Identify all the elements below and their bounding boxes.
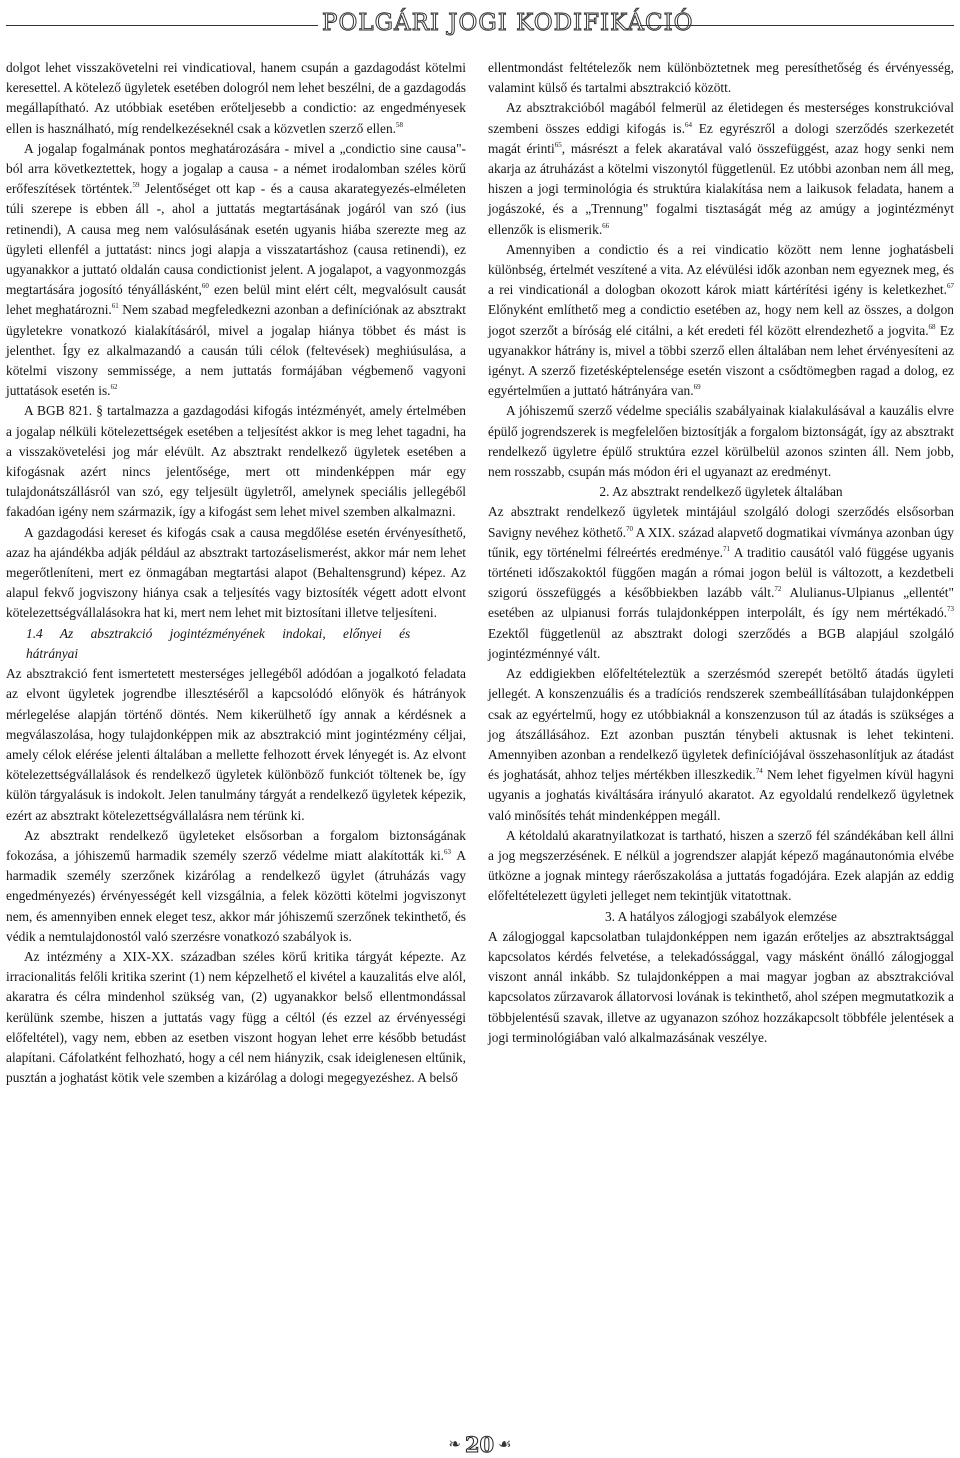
paragraph: ellentmondást feltételezők nem különböztetnek meg peresíthetőség és érvényesség, valamint külső és tartalmi absztrakció között. <box>488 60 954 96</box>
paragraph: Az absztrakt rendelkező ügyletek mintájául szolgáló dologi szerződés elsősorban Savigny nevéhez köthető.$^{70}$ A XIX. század alapvető dogmatikai vívmánya azonban úgy tűnik, egy történelmi félreértés eredménye.$^{71}$ A traditio causától való függése ugyanis történeti időszakoktól függően magán a római jogon belül is változott, a kezdetbeli szigorú összefüggés a későbbiekben lazább vált.$^{72}$ Alulianus-Ulpianus „ellentét" esetében az ulpianusi forrás tulajdonképpen interpolált, és így nem mértékadó.$^{73}$ Ezektől függetlenül az absztrakt dologi szerződés a BGB alapjául szolgáló jogintézménnyé vált. <box>488 504 955 661</box>
footnote-ref: 61 <box>111 302 119 311</box>
paragraph: Amennyiben a condictio és a rei vindicatio között nem lenne joghatásbeli különbség, értelmét veszítené a vita. Az elévülési idők azonban nem egyeznek meg, és a rei vindicationál a dologban okozott károk miatt kártérítési igény is keletkezhet.$^{67}$ Előnyként említhető meg a condictio esetében az, hogy nem kell az összes, a dolgon jogot szerzőt a bíróság elé citálni, a két eredeti fél között elrendezhető a jogvita.$^{68}$ Ez ugyanakkor hátrány is, mivel a többi szerző ellen általában nem lehet érvényesíteni az igényt. A szerző fizetésképtelensége esetén viszont a csődtömegben ragad a dolog, ez egyértelműen a juttató hátrányára van.$^{69}$ <box>488 241 954 399</box>
footnote-ref: 65 <box>554 140 562 149</box>
paragraph: A gazdagodási kereset és kifogás csak a causa megdőlése esetén érvényesíthető, azaz ha ajándékba adják például az absztrakt tartozáselismerést, akkor már nem lehet megerőtleníteni, mert ez önmagában megtartási alapot (Behaltensgrund) képez. Az alapul fekvő jogviszony hiánya csak a teljesítés vagy biztosíték végett adott elvont kötelezettségvállalásokra hat ki, mert nem lehet mit biztosítani illetve teljesíteni. <box>6 524 466 621</box>
paragraph: Az absztrakcióból magából felmerül az életidegen és mesterséges konstrukcióval szembeni összes eddigi kifogás is.$^{64}$ Ez egyrészről a dologi szerződés szerkezetét magát érinti$^{65}$, másrészt a felek akaratával való összefüggést, azaz hogy senki nem akarja az átruházást a kötelmi viszonytól függetlenül. Ez utóbbi azonban nem áll meg, hiszen a jogi terminológia és struktúra kialakítása nem a laikusok feladata, hanem a jogászoké, és a „Trennung" fogalmi tisztaságát még az amúgy a jogintézményt ellenzők is elismerik.$^{66}$ <box>488 100 955 237</box>
footnote-ref: 60 <box>201 282 209 291</box>
footnote-ref: 73 <box>947 605 954 614</box>
footnote-ref: 70 <box>626 524 633 533</box>
right-column <box>488 58 954 1048</box>
footnote-ref: 63 <box>444 847 452 856</box>
paragraph: A kétoldalú akaratnyilatkozat is tartható, hiszen a szerző fél szándékában kell állni a jog megszerzésének. E nélkül a jogrendszer alapját képező magánautonómia elvébe ütközne a jognak mintegy ráerőszakolása a juttatás fogadójára. Ezek alapján az eddig előfeltételezett ügyleti jelleget nem tekintjük vitatottnak. <box>488 827 954 904</box>
footnote-ref: 74 <box>755 767 763 776</box>
paragraph: A BGB 821. § tartalmazza a gazdagodási kifogás intézményét, amely értelmében a jogalap nélküli kötelezettségek esetében a teljesítést akkor is meg lehet tagadni, ha a visszakövetelési jog már elévült. Az absztrakt rendelkező ügyletek esetében a kifogásnak azért nincs jelentősége, mert ott mindenképpen már egy tulajdonátszállásról van szó, egy teljesült ügyletről, amelynek speciális jellegéből fakadóan igény nem származik, így a kifogást sem lehet mivel szemben alkalmazni. <box>6 403 466 520</box>
footnote-ref: 71 <box>723 544 731 553</box>
ornament-right-icon: ☙ <box>498 1437 512 1453</box>
section-heading: 3. A hatályos zálogjogi szabályok elemzése <box>604 908 838 924</box>
page-number: 20 <box>464 1432 495 1457</box>
footnote-ref: 64 <box>684 120 692 129</box>
page-footer <box>0 1432 960 1457</box>
journal-title: POLGÁRI JOGI KODIFIKÁCIÓ <box>322 10 694 36</box>
paragraph: dolgot lehet visszakövetelni rei vindicatioval, hanem csupán a gazdagodást kötelmi keresettel. A kötelező ügyletek esetében dologról nem lehet beszélni, de a gazdagodás megállapítható. Az utóbbiak esetében erőteljesebb a condictio: az engedményesek ellen is használható, míg rendelkezéseknél csak a közvetlen szerző ellen.$^{58}$ <box>6 60 466 136</box>
footnote-ref: 68 <box>928 322 936 331</box>
ornament-left-icon: ❧ <box>448 1437 461 1453</box>
footnote-ref: 59 <box>132 181 140 190</box>
footnote-ref: 66 <box>602 221 610 230</box>
paragraph: A jóhiszemű szerző védelme speciális szabályainak kialakulásával a kauzális elvre épülő jogrendszerek is megfelelően biztosítják a forgalom biztonságát, így az absztrakt rendelkező ügyletre épülő struktúra ezzel körülbelül azonos szinten áll. Nem jobb, nem rosszabb, csupán más módon éri el ugyanazt az eredményt. <box>488 403 954 480</box>
section-heading: 2. Az absztrakt rendelkező ügyletek általában <box>599 484 843 500</box>
header-rule-right <box>640 25 954 26</box>
footnote-ref: 72 <box>774 585 782 594</box>
paragraph: Az eddigiekben előfeltételeztük a szerzésmód szerepét betöltő átadás ügyleti jellegét. A konszenzuális és a tradíciós rendszerek szembeállításában tulajdonképpen csak az egyértelmű, hogy ez utóbbiaknál a konszenzuson túl az átadás is szükséges a jog átszállásához. Ezt azonban pusztán ténybeli aktusnak is lehet tekinteni. Amennyiben azonban a rendelkező ügyletek definíciójával összehasonlítjuk az átadást és joghatását, ahhoz teljes mértékben illeszkedik.$^{74}$ Nem lehet figyelmen kívül hagyni ugyanis a joghatás kiváltására irányuló akaratot. Az egyoldalú rendelkező ügyletnek való minősítés tehát mindenképpen megáll. <box>488 666 954 823</box>
paragraph: Az absztrakt rendelkező ügyleteket elsősorban a forgalom biztonságának fokozása, a jóhiszemű harmadik személy szerző védelme miatt alakították ki.$^{63}$ A harmadik személy szerzőnek kizárólag a rendelkező ügylet (átruházás vagy engedményezés) érvényességét kell vizsgálnia, a felek közötti kötelmi jogviszonyt nem, és amennyiben ennek eleget tesz, akkor már jóhiszemű szerzőnek tekinthető, és védik a nemtulajdonostól való szerzésre vonatkozó szabályok is. <box>6 827 466 944</box>
paragraph: A jogalap fogalmának pontos meghatározására - mivel a „condictio sine causa"-ból arra következtettek, hogy a jogalap a causa - a német irodalomban széles körű erőfeszítések történtek.$^{59}$ Jelentőséget ott kap - és a causa akarategyezés-elméleten túli szerepe is ebben áll -, ahol a juttatás megtartásának jogáról van szó (ius retinendi), A causa meg nem valósulásának esetén ugyanis hiába szerezte meg az ügyleti ellenfél a juttatást: nincs jogi alapja a visszatartáshoz (causa retinendi), ez ugyanakkor a juttató oldalán causa condictionist jelent. A jogalapot, a vagyonmozgás megtartására jogosító tényállásként,$^{60}$ ezen belül mint elért célt, megvalósult causát lehet meghatározni.$^{61}$ Nem szabad megfeledkezni azonban a definíciónak az absztrakt ügyletekre vonatkozó kialakításáról, mivel a jogalap hiánya többet és mást is jelenthet. Így ez alkalmazandó a causán túli célok (feltevések) meghiúsulása, a kötelmi viszony semmissége, a nem juttatás formájában végbemenő vagyoni juttatások esetén is.$^{62}$ <box>6 140 466 399</box>
header-rule-left <box>6 25 318 26</box>
footnote-ref: 58 <box>396 120 404 129</box>
footnote-ref: 69 <box>693 383 701 392</box>
paragraph: Az absztrakció fent ismertetett mesterséges jellegéből adódóan a jogalkotó feladata az elvont ügyletek jogrendbe illesztéséről a kapcsolódó előnyök és hátrányok mérlegelése alapján történő döntés. Nem kikerülhető így annak a kérdésnek a megválaszolása, hogy tulajdonképpen mik az absztrakció mint jogintézmény céljai, amely célok elérése jelenti általában a mellette felhozott érvek lényegét is. Az elvont kötelezettségvállalások és rendelkező ügyletek különböző funkciót töltenek be, így külön tárgyalásuk is indokolt. Jelen tanulmány tárgyát a rendelkező ügyletek képezik, ezért az absztrakt kötelezettségvállalásra nem térünk ki. <box>6 666 466 823</box>
running-header <box>0 8 960 42</box>
footnote-ref: 62 <box>110 383 118 392</box>
paragraph: A zálogjoggal kapcsolatban tulajdonképpen nem igazán erőteljes az absztraktsággal kapcsolatos kérdés felvetése, a telekadóssággal, vagy másként önálló zálogjoggal viszont annál inkább. Sz tulajdonképpen a mai magyar jogban az absztrakcióval kapcsolatos zűrzavarok állatorvosi lovának is tekinthető, ahol szépen megmutatkozik a többjelentésű szavak, illetve az ugyanazon szóhoz hozzákapcsolt többféle jelentések a jogi terminológiában való alkalmazásának veszélye. <box>488 928 954 1045</box>
paragraph: Az intézmény a XIX-XX. században széles körű kritika tárgyát képezte. Az irracionalitás felőli kritika szerint (1) nem képzelhető el kivétel a kauzalitás elve alól, akaratra és célra mindenhol szükség van, (2) ugyanakkor belső ellentmondással kerülünk szembe, hiszen a juttatás vagy függ a céltól (és ezzel az érvényességi előfeltétel), vagy nem, ebben az esetben viszont hogyan lehet erre később betudást alapítani. Cáfolatként felhozható, hogy a cél nem hiányzik, csak ideiglenesen eltűnik, pusztán a joghatást kötik vele szemben a kizárólag a dologi megegyezéshez. A belső <box>6 948 466 1086</box>
section-heading: 1.4 Az absztrakció jogintézményének indokai, előnyei és hátrányai <box>26 625 411 661</box>
left-column <box>6 58 466 1088</box>
footnote-ref: 67 <box>947 282 954 291</box>
